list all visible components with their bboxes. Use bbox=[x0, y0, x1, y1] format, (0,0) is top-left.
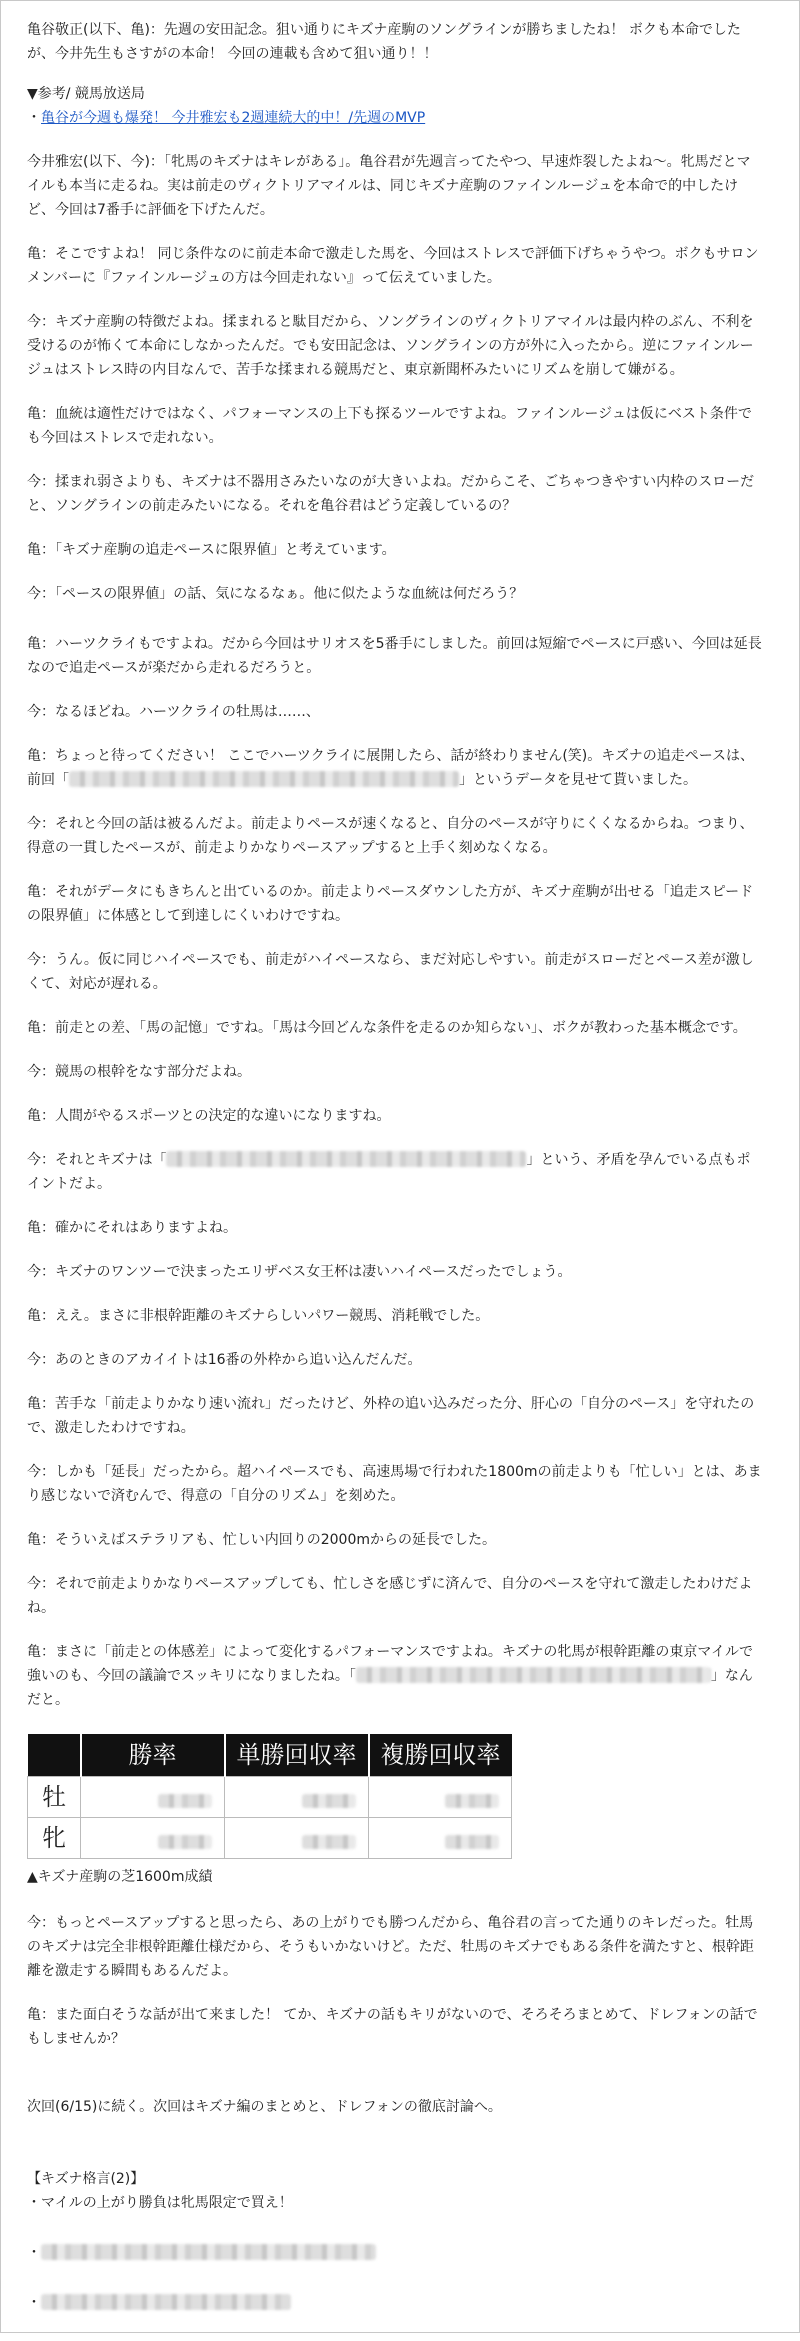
paragraph bbox=[27, 1640, 763, 1712]
article-body bbox=[27, 18, 763, 2341]
paragraph: 今：それと今回の話は被るんだよ。前走よりペースが速くなると、自分のペースが守りにくくなるからね。つまり、得意の一貫したペースが、前走よりかなりペースアップすると上手く刻めなくなる。 bbox=[27, 816, 754, 856]
redacted-text bbox=[302, 1835, 356, 1849]
paragraph: 亀：また面白そうな話が出て来ました！ てか、キズナの話もキリがないので、そろそろまとめて、ドレフォンの話でもしませんか？ bbox=[27, 2007, 758, 2047]
paragraph: 亀：それがデータにもきちんと出ているのか。前走よりペースダウンした方が、キズナ産駒が出せる「追走スピードの限界値」に体感として到達しにくいわけですね。 bbox=[27, 884, 754, 924]
table-cell-redacted bbox=[81, 1777, 225, 1818]
table-corner bbox=[28, 1734, 81, 1777]
quote-item: ・マイルの上がり勝負は牝馬限定で買え！ bbox=[27, 2195, 293, 2211]
row-header: 牡 bbox=[28, 1777, 81, 1818]
table-cell-redacted bbox=[81, 1818, 225, 1859]
paragraph bbox=[27, 744, 763, 792]
paragraph: 亀：血統は適性だけではなく、パフォーマンスの上下も探るツールですよね。ファインルージュは仮にベスト条件でも今回はストレスで走れない。 bbox=[27, 406, 752, 446]
bullet: ・ bbox=[27, 2295, 41, 2311]
paragraph: 亀：人間がやるスポーツとの決定的な違いになりますね。 bbox=[27, 1108, 391, 1124]
table-row bbox=[28, 1818, 512, 1859]
redacted-text bbox=[158, 1794, 212, 1808]
paragraph-text: 亀：まさに「前走との体感差」によって変化するパフォーマンスですよね。キズナの牝馬が根幹距離の東京マイルで強いのも、今回の議論でスッキリになりましたね。「 bbox=[27, 1644, 754, 1684]
paragraph: 今：競馬の根幹をなす部分だよね。 bbox=[27, 1064, 251, 1080]
row-header: 牝 bbox=[28, 1818, 81, 1859]
paragraph: 亀：苦手な「前走よりかなり速い流れ」だったけど、外枠の追い込みだった分、肝心の「自分のペース」を守れたので、激走したわけですね。 bbox=[27, 1396, 755, 1436]
paragraph: 今：キズナのワンツーで決まったエリザベス女王杯は凄いハイペースだったでしょう。 bbox=[27, 1264, 572, 1280]
paragraph: 亀：そこですよね！ 同じ条件なのに前走本命で激走した馬を、今回はストレスで評価下げちゃうやつ。ボクもサロンメンバーに『ファインルージュの方は今回走れない』って伝えていました。 bbox=[27, 246, 759, 286]
paragraph: 今：なるほどね。ハーツクライの牡馬は……、 bbox=[27, 704, 320, 720]
table-cell-redacted bbox=[369, 1818, 512, 1859]
paragraph: 亀：ええ。まさに非根幹距離のキズナらしいパワー競馬、消耗戦でした。 bbox=[27, 1308, 490, 1324]
table-header-row bbox=[28, 1734, 512, 1777]
paragraph: 今井雅宏(以下、今)：「牝馬のキズナはキレがある」。亀谷君が先週言ってたやつ、早速炸裂したよね〜。牝馬だとマイルも本当に走るね。実は前走のヴィクトリアマイルは、同じキズナ産駒のファインルージュを本命で的中したけど、今回は7番手に評価を下げたんだ。 bbox=[27, 154, 751, 218]
redacted-text bbox=[69, 771, 459, 787]
paragraph: 今：キズナ産駒の特徴だよね。揉まれると駄目だから、ソングラインのヴィクトリアマイルは最内枠のぶん、不利を受けるのが怖くて本命にしなかったんだ。でも安田記念は、ソングラインの方が外に入ったから。逆にファインルージュはストレス時の内目なんで、苦手な揉まれる競馬だと、東京新聞杯みたいにリズムを崩して嫌がる。 bbox=[27, 314, 754, 378]
reference-link[interactable]: 亀谷が今週も爆発！ 今井雅宏も2週連続大的中！/先週のMVP bbox=[41, 110, 426, 126]
paragraph: 今：「ペースの限界値」の話、気になるなぁ。他に似たような血統は何だろう？ bbox=[27, 586, 524, 602]
paragraph: 亀谷敬正(以下、亀)：先週の安田記念。狙い通りにキズナ産駒のソングラインが勝ちましたね！ ボクも本命でしたが、今井先生もさすがの本命！ 今回の連載も含めて狙い通り！！ bbox=[27, 22, 741, 62]
paragraph: 亀：「キズナ産駒の追走ペースに限界値」と考えています。 bbox=[27, 542, 396, 558]
table-cell-redacted bbox=[369, 1777, 512, 1818]
reference-heading: ▼参考/ 競馬放送局 bbox=[27, 86, 145, 102]
column-header: 複勝回収率 bbox=[369, 1734, 512, 1777]
table-row bbox=[28, 1777, 512, 1818]
next-episode-note: 次回(6/15)に続く。次回はキズナ編のまとめと、ドレフォンの徹底討論へ。 bbox=[27, 2099, 502, 2115]
redacted-text bbox=[158, 1835, 212, 1849]
paragraph: 今：それで前走よりかなりペースアップしても、忙しさを感じずに済んで、自分のペースを守れて激走したわけだよね。 bbox=[27, 1576, 753, 1616]
paragraph: 亀：ハーツクライもですよね。だから今回はサリオスを5番手にしました。前回は短縮でペースに戸惑い、今回は延長なので追走ペースが楽だから走れるだろうと。 bbox=[27, 636, 762, 676]
reference-item bbox=[27, 106, 763, 130]
paragraph: 亀：そういえばステラリアも、忙しい内回りの2000mからの延長でした。 bbox=[27, 1532, 496, 1548]
column-header: 勝率 bbox=[81, 1734, 225, 1777]
redacted-text bbox=[356, 1667, 711, 1683]
paragraph: 今：あのときのアカイイトは16番の外枠から追い込んだんだ。 bbox=[27, 1352, 422, 1368]
quote-item bbox=[27, 2291, 763, 2315]
table-cell-redacted bbox=[225, 1777, 369, 1818]
paragraph-text: 」なんだと。 bbox=[27, 1668, 753, 1708]
redacted-text bbox=[166, 1151, 526, 1167]
paragraph-text: 亀：ちょっと待ってください！ ここでハーツクライに展開したら、話が終わりません(笑)。キズナの追走ペースは、前回「 bbox=[27, 748, 754, 788]
paragraph: 今：しかも「延長」だったから。超ハイペースでも、高速馬場で行われた1800mの前走よりも「忙しい」とは、あまり感じないで済むんで、得意の「自分のリズム」を刻めた。 bbox=[27, 1464, 762, 1504]
redacted-text bbox=[302, 1794, 356, 1808]
paragraph: 今：うん。仮に同じハイペースでも、前走がハイペースなら、まだ対応しやすい。前走がスローだとペース差が激しくて、対応が遅れる。 bbox=[27, 952, 754, 992]
table-cell-redacted bbox=[225, 1818, 369, 1859]
paragraph bbox=[27, 1148, 763, 1196]
paragraph: 今：もっとペースアップすると思ったら、あの上がりでも勝つんだから、亀谷君の言ってた通りのキレだった。牡馬のキズナは完全非根幹距離仕様だから、そうもいかないけど。ただ、牡馬のキズナでもある条件を満たすと、根幹距離を激走する瞬間もあるんだよ。 bbox=[27, 1915, 754, 1979]
paragraph: 亀：確かにそれはありますよね。 bbox=[27, 1220, 237, 1236]
paragraph-text: 」というデータを見せて貰いました。 bbox=[459, 772, 697, 788]
table-caption: ▲キズナ産駒の芝1600m成績 bbox=[27, 1869, 213, 1885]
paragraph: 亀：前走との差、「馬の記憶」ですね。「馬は今回どんな条件を走るのか知らない」、ボクが教わった基本概念です。 bbox=[27, 1020, 747, 1036]
redacted-text bbox=[41, 2294, 291, 2310]
bullet: ・ bbox=[27, 110, 41, 126]
quote-item bbox=[27, 2241, 763, 2265]
bullet: ・ bbox=[27, 2245, 41, 2261]
column-header: 単勝回収率 bbox=[225, 1734, 369, 1777]
quote-heading: 【キズナ格言(2)】 bbox=[27, 2171, 145, 2187]
redacted-text bbox=[41, 2244, 376, 2260]
paragraph: 今：揉まれ弱さよりも、キズナは不器用さみたいなのが大きいよね。だからこそ、ごちゃつきやすい内枠のスローだと、ソングラインの前走みたいになる。それを亀谷君はどう定義しているの？ bbox=[27, 474, 755, 514]
paragraph-text: 今：それとキズナは「 bbox=[27, 1152, 167, 1168]
stats-table bbox=[27, 1734, 512, 1859]
redacted-text bbox=[445, 1835, 499, 1849]
redacted-text bbox=[445, 1794, 499, 1808]
paragraph-text: 」という、矛盾を孕んでいる点もポイントだよ。 bbox=[27, 1152, 751, 1192]
